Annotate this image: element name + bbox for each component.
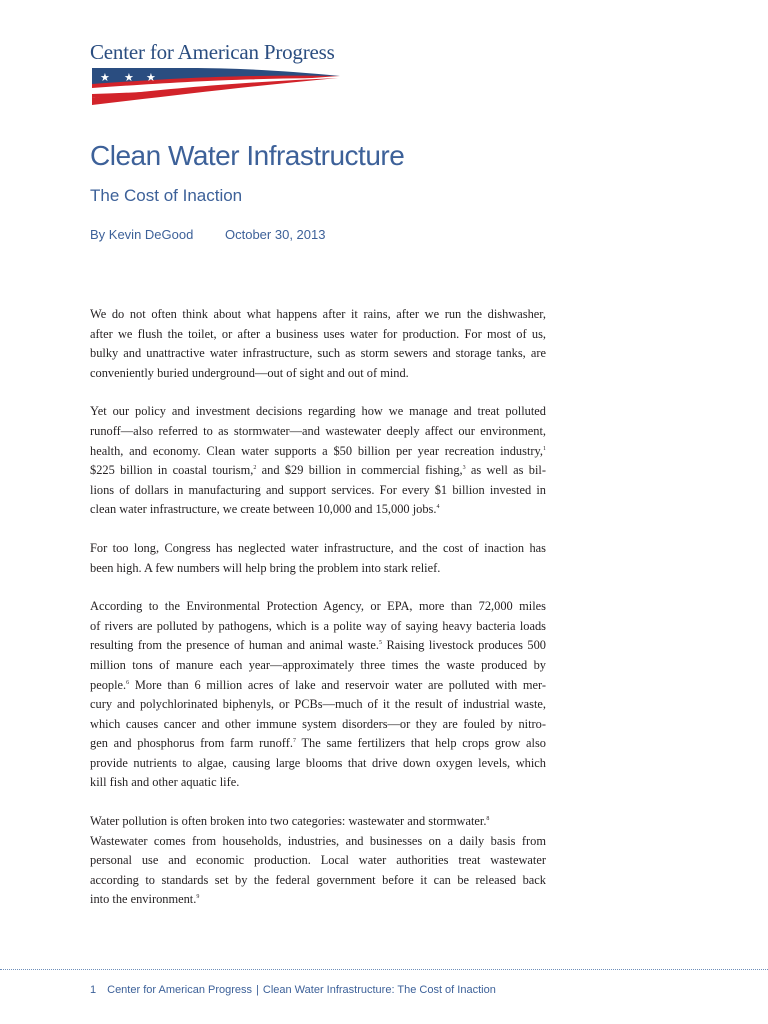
- text-line: of rivers are polluted by pathogens, which is a polite way of saying heavy bacteria loads: [90, 618, 546, 633]
- organization-logo: [90, 40, 340, 106]
- footnote-ref: 6: [126, 679, 130, 686]
- text-line: [90, 461, 546, 481]
- byline: [90, 227, 326, 242]
- text-run: Water pollution is often broken into two categories: wastewater and stormwater.: [90, 814, 487, 829]
- text-run: The same fertilizers that help crops grow also: [295, 736, 546, 751]
- paragraph-2: [90, 402, 546, 520]
- text-line: [90, 636, 546, 656]
- footnote-ref: 5: [379, 640, 383, 647]
- text-line: [90, 734, 546, 754]
- paragraph-5: [90, 812, 546, 910]
- author-name: By Kevin DeGood: [90, 227, 194, 242]
- footer-document-title: Clean Water Infrastructure: The Cost of Inaction: [262, 984, 496, 996]
- text-line: [90, 442, 546, 462]
- text-line: bulky and unattractive water infrastructure, such as storm sewers and storage tanks, are: [90, 346, 546, 361]
- text-line: runoff—also referred to as stormwater—and wastewater deeply affect our environment,: [90, 423, 546, 438]
- article-body: [90, 305, 546, 929]
- footnote-ref: 7: [292, 738, 296, 745]
- footer-separator: |: [256, 984, 259, 996]
- text-line: According to the Environmental Protection Agency, or EPA, more than 72,000 miles: [90, 599, 546, 614]
- text-line: Wastewater comes from households, industries, and businesses on a daily basis from: [90, 833, 546, 848]
- text-run: More than 6 million acres of lake and reservoir water are polluted with mer-: [129, 677, 546, 692]
- svg-text:★: ★: [100, 71, 110, 84]
- text-line: We do not often think about what happens after it rains, after we run the dishwasher,: [90, 307, 546, 321]
- footnote-ref: 2: [253, 465, 257, 472]
- footer-divider: [0, 969, 768, 970]
- footnote-ref: 1: [543, 445, 546, 452]
- footnote-ref: 8: [486, 816, 490, 823]
- text-line: after we flush the toilet, or after a business uses water for production. For most of us,: [90, 326, 546, 341]
- text-line: according to standards set by the federal government before it can be released back: [90, 872, 546, 887]
- text-line: provide nutrients to algae, causing large blooms that drive down oxygen levels, which: [90, 755, 546, 770]
- flag-swoosh-icon: [90, 64, 340, 106]
- text-line: [90, 890, 546, 910]
- text-line: million tons of manure each year—approximately three times the waste produced by: [90, 657, 546, 672]
- paragraph-4: [90, 597, 546, 793]
- text-run: health, and economy. Clean water supports a $50 billion per year recreation industry,: [90, 443, 543, 458]
- text-line: conveniently buried underground—out of sight and out of mind.: [90, 365, 409, 380]
- text-line: [90, 812, 546, 832]
- page-footer: [90, 984, 496, 996]
- text-line: cury and polychlorinated biphenyls, or PCBs—much of it the result of industrial waste,: [90, 697, 546, 712]
- text-run: people.: [90, 677, 127, 692]
- text-line: kill fish and other aquatic life.: [90, 775, 240, 790]
- text-line: been high. A few numbers will help bring the problem into stark relief.: [90, 560, 441, 575]
- text-run: and $29 billion in commercial fishing,: [256, 463, 463, 478]
- document-title: Clean Water Infrastructure: [90, 140, 405, 171]
- footnote-ref: 3: [462, 465, 466, 472]
- svg-text:★: ★: [146, 71, 156, 84]
- document-subtitle: The Cost of Inaction: [90, 186, 243, 205]
- text-run: clean water infrastructure, we create between 10,000 and 15,000 jobs.: [90, 502, 437, 517]
- text-line: [90, 500, 546, 520]
- footnote-ref: 9: [196, 894, 200, 901]
- text-run: into the environment.: [90, 892, 197, 907]
- footnote-ref: 4: [436, 504, 440, 511]
- footer-org-name: Center for American Progress: [107, 984, 253, 996]
- text-run: Raising livestock produces 500: [382, 638, 546, 653]
- text-run: $225 billion in coastal tourism,: [90, 463, 254, 478]
- publication-date: October 30, 2013: [225, 227, 326, 242]
- text-line: lions of dollars in manufacturing and support services. For every $1 billion invested in: [90, 482, 546, 497]
- svg-text:★: ★: [124, 71, 134, 84]
- text-run: as well as bil-: [465, 463, 546, 478]
- text-line: [90, 676, 546, 696]
- page-number: 1: [90, 984, 97, 996]
- text-line: personal use and economic production. Local water authorities treat wastewater: [90, 853, 546, 868]
- text-run: resulting from the presence of human and animal waste.: [90, 638, 380, 653]
- text-line: which causes cancer and other immune system disorders—or they are fouled by nitro-: [90, 716, 546, 731]
- paragraph-1: [90, 305, 546, 383]
- text-line: Yet our policy and investment decisions regarding how we manage and treat polluted: [90, 404, 546, 419]
- text-run: gen and phosphorus from farm runoff.: [90, 736, 293, 751]
- text-line: For too long, Congress has neglected water infrastructure, and the cost of inaction has: [90, 540, 546, 555]
- logo-wordmark: Center for American Progress: [90, 40, 335, 64]
- paragraph-3: [90, 539, 546, 578]
